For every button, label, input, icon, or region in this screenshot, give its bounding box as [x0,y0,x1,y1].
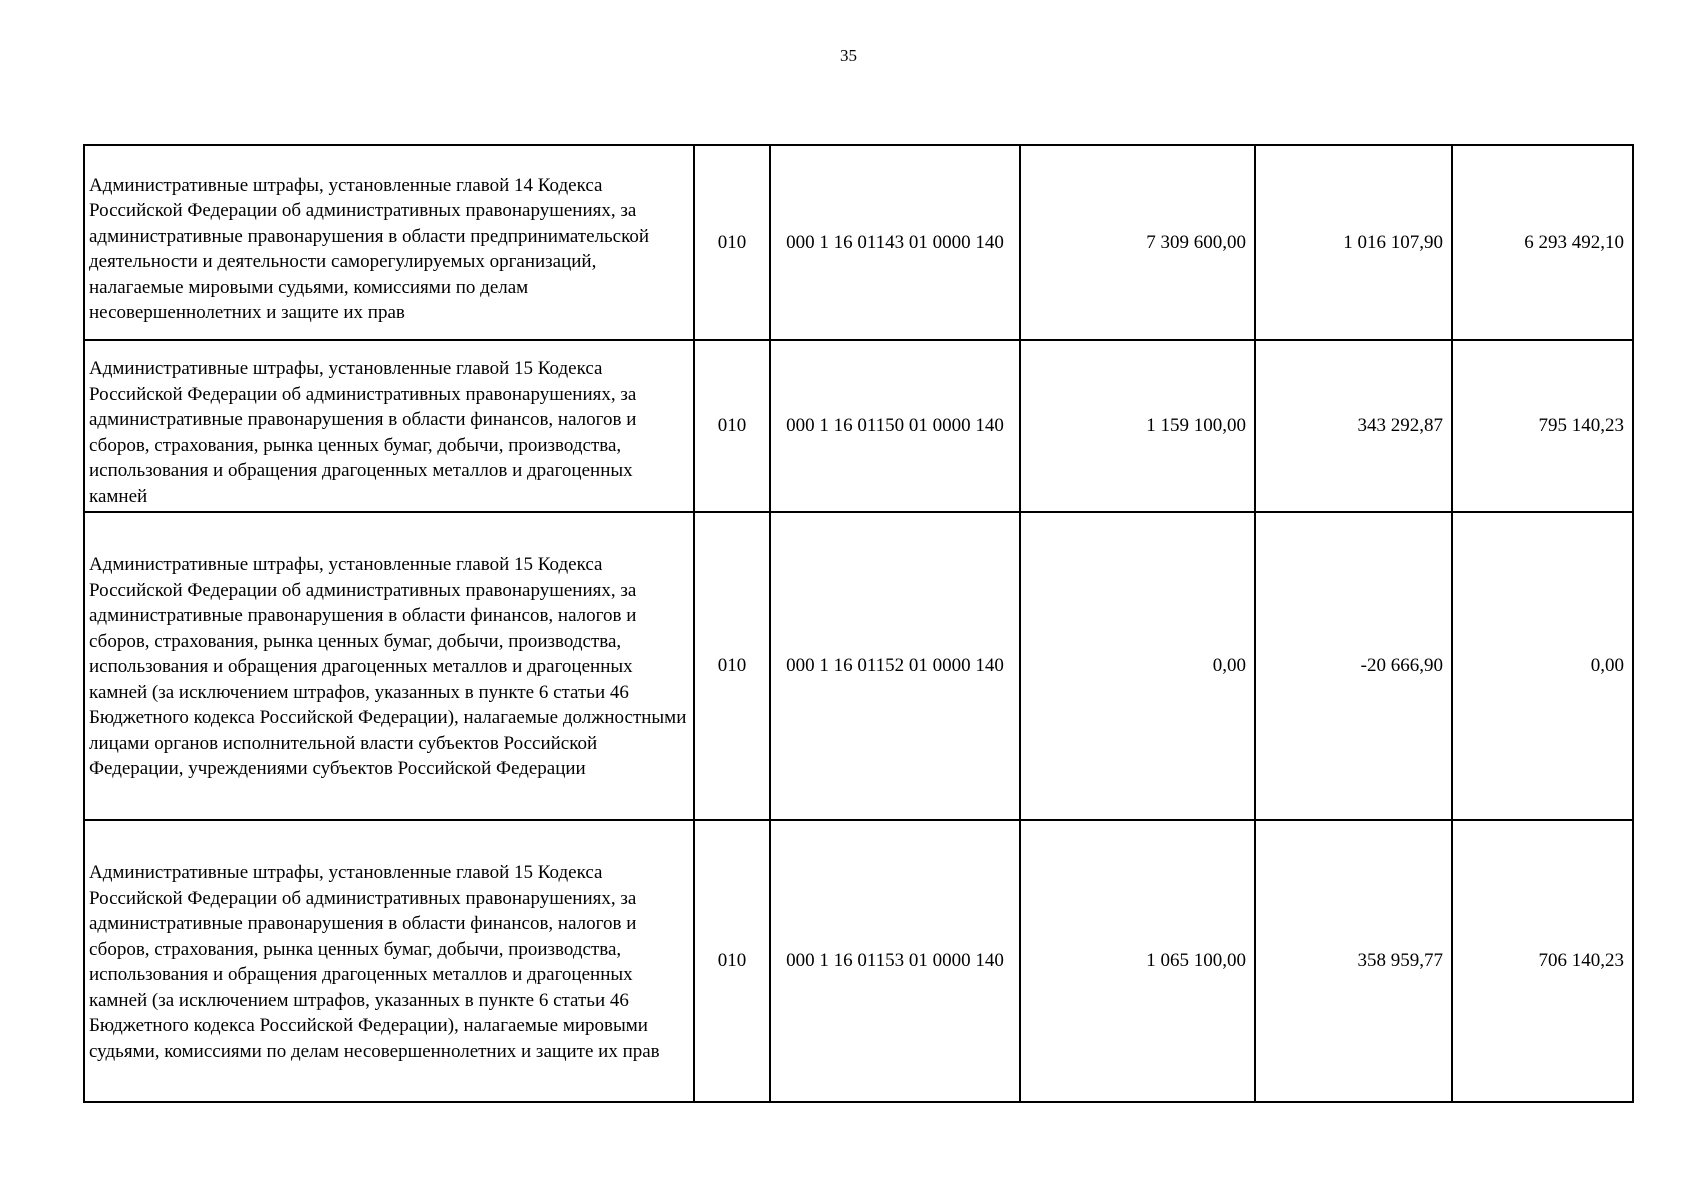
executed-amount-cell: 358 959,77 [1255,820,1452,1102]
page-number: 35 [840,46,857,65]
table-row [84,145,1633,340]
revenue-table [83,144,1634,1103]
revenue-name-cell: Административные штрафы, установленные главой 15 Кодекса Российской Федерации об административных правонарушениях, за административные правонарушения в области финансов, налогов и сборов, страхования, рынка ценных бумаг, добычи, производства, использования и обращения драгоценных металлов и драгоценных камней (за исключением штрафов, указанных в пункте 6 статьи 46 Бюджетного кодекса Российской Федерации), налагаемые мировыми судьями, комиссиями по делам несовершеннолетних и защите их прав [84,820,694,1102]
line-code-cell: 010 [694,820,770,1102]
unexecuted-amount-cell: 0,00 [1452,512,1633,820]
unexecuted-amount-cell: 6 293 492,10 [1452,145,1633,340]
table-row [84,820,1633,1102]
approved-amount-cell: 0,00 [1020,512,1255,820]
budget-code-cell: 000 1 16 01143 01 0000 140 [770,145,1020,340]
executed-amount-cell: 1 016 107,90 [1255,145,1452,340]
line-code-cell: 010 [694,340,770,512]
budget-code-cell: 000 1 16 01150 01 0000 140 [770,340,1020,512]
line-code-cell: 010 [694,512,770,820]
executed-amount-cell: 343 292,87 [1255,340,1452,512]
unexecuted-amount-cell: 706 140,23 [1452,820,1633,1102]
approved-amount-cell: 1 159 100,00 [1020,340,1255,512]
budget-code-cell: 000 1 16 01153 01 0000 140 [770,820,1020,1102]
revenue-table-body [84,145,1633,1102]
budget-code-cell: 000 1 16 01152 01 0000 140 [770,512,1020,820]
line-code-cell: 010 [694,145,770,340]
approved-amount-cell: 1 065 100,00 [1020,820,1255,1102]
approved-amount-cell: 7 309 600,00 [1020,145,1255,340]
table-row [84,512,1633,820]
revenue-name-cell: Административные штрафы, установленные главой 14 Кодекса Российской Федерации об административных правонарушениях, за административные правонарушения в области предпринимательской деятельности и деятельности саморегулируемых организаций, налагаемые мировыми судьями, комиссиями по делам несовершеннолетних и защите их прав [84,145,694,340]
revenue-name-cell: Административные штрафы, установленные главой 15 Кодекса Российской Федерации об административных правонарушениях, за административные правонарушения в области финансов, налогов и сборов, страхования, рынка ценных бумаг, добычи, производства, использования и обращения драгоценных металлов и драгоценных камней (за исключением штрафов, указанных в пункте 6 статьи 46 Бюджетного кодекса Российской Федерации), налагаемые должностными лицами органов исполнительной власти субъектов Российской Федерации, учреждениями субъектов Российской Федерации [84,512,694,820]
revenue-name-cell: Административные штрафы, установленные главой 15 Кодекса Российской Федерации об административных правонарушениях, за административные правонарушения в области финансов, налогов и сборов, страхования, рынка ценных бумаг, добычи, производства, использования и обращения драгоценных металлов и драгоценных камней [84,340,694,512]
table-row [84,340,1633,512]
executed-amount-cell: -20 666,90 [1255,512,1452,820]
unexecuted-amount-cell: 795 140,23 [1452,340,1633,512]
